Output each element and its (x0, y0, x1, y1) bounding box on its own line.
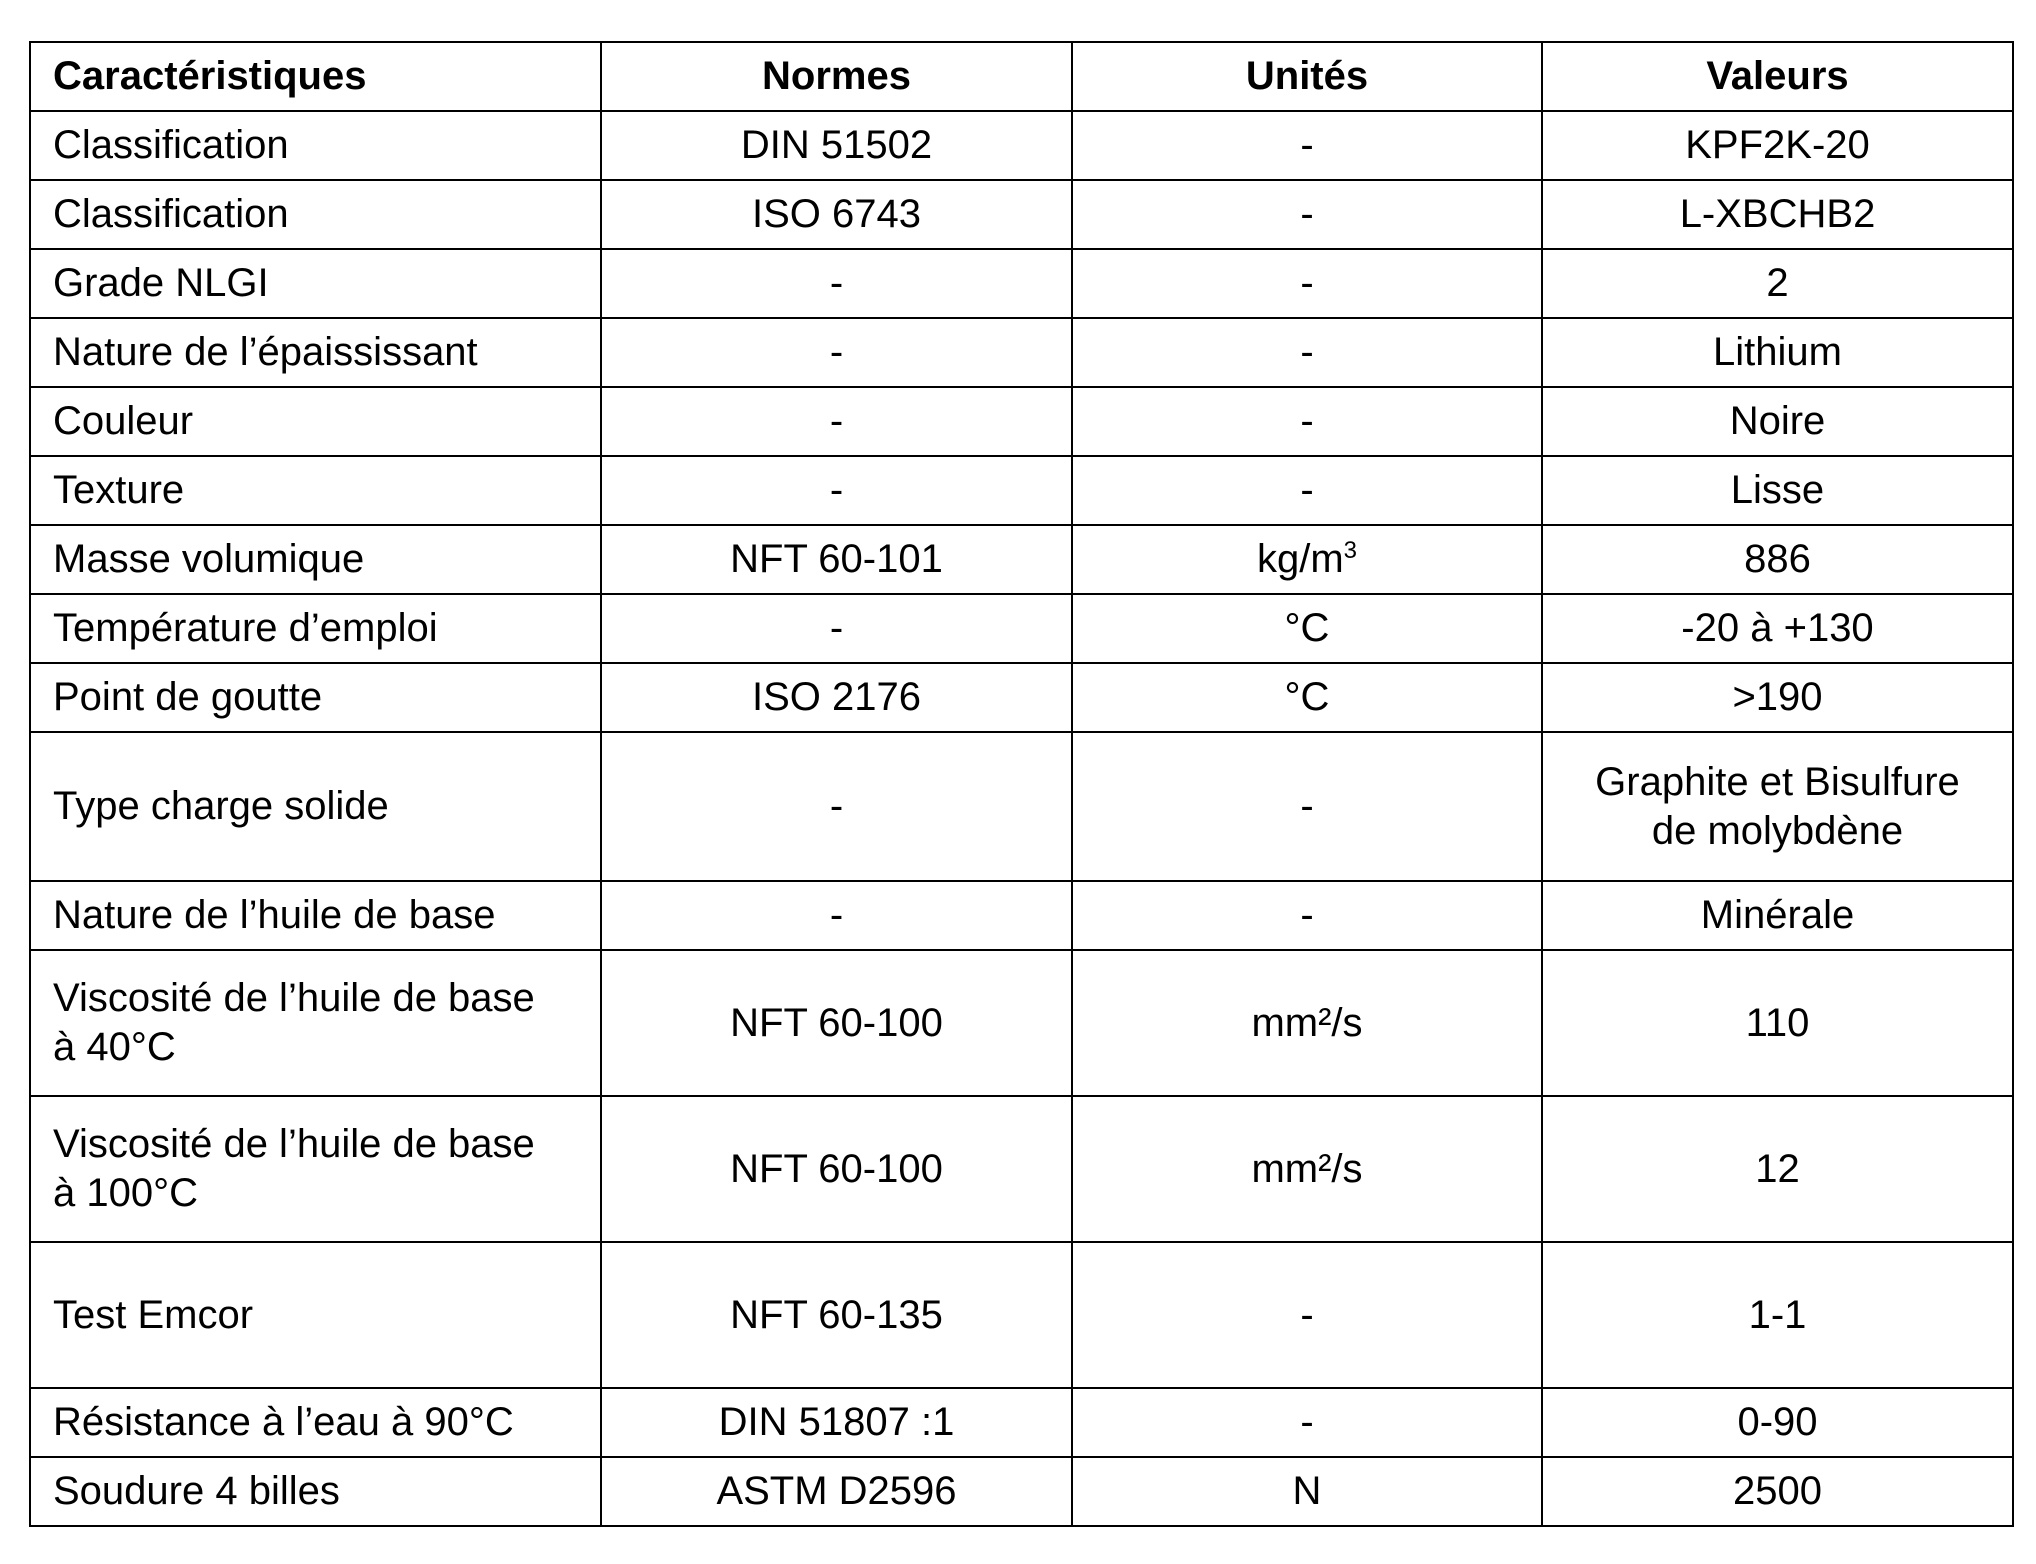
cell-unite: - (1072, 111, 1542, 180)
cell-norme: NFT 60-100 (601, 950, 1072, 1096)
cell-norme: NFT 60-101 (601, 525, 1072, 594)
cell-valeur: KPF2K-20 (1542, 111, 2013, 180)
cell-norme: - (601, 456, 1072, 525)
cell-unite: - (1072, 1242, 1542, 1388)
cell-unite: - (1072, 1388, 1542, 1457)
cell-valeur: -20 à +130 (1542, 594, 2013, 663)
cell-norme: NFT 60-100 (601, 1096, 1072, 1242)
table-row (30, 1242, 2013, 1388)
cell-valeur: 110 (1542, 950, 2013, 1096)
label-line-1: Viscosité de l’huile de base (53, 1122, 535, 1166)
cell-norme: - (601, 594, 1072, 663)
cell-norme: - (601, 881, 1072, 950)
table-row (30, 881, 2013, 950)
cell-unite: N (1072, 1457, 1542, 1526)
value-line-1: Graphite et Bisulfure (1595, 759, 1960, 804)
cell-valeur: 12 (1542, 1096, 2013, 1242)
specifications-table (29, 41, 2014, 1527)
cell-caracteristique (30, 1096, 601, 1242)
label-line-2: à 100°C (53, 1171, 198, 1215)
cell-unite: - (1072, 732, 1542, 881)
cell-norme: ASTM D2596 (601, 1457, 1072, 1526)
cell-valeur: Minérale (1542, 881, 2013, 950)
table-row (30, 950, 2013, 1096)
value-line-2: de molybdène (1651, 808, 1904, 853)
cell-unite: mm²/s (1072, 1096, 1542, 1242)
cell-norme: DIN 51502 (601, 111, 1072, 180)
table-row (30, 456, 2013, 525)
cell-caracteristique: Couleur (30, 387, 601, 456)
table-row (30, 663, 2013, 732)
cell-norme: - (601, 732, 1072, 881)
cell-caracteristique: Soudure 4 billes (30, 1457, 601, 1526)
table-row (30, 318, 2013, 387)
cell-caracteristique: Type charge solide (30, 732, 601, 881)
cell-unite: - (1072, 249, 1542, 318)
table-row (30, 387, 2013, 456)
cell-norme: - (601, 249, 1072, 318)
table-row (30, 111, 2013, 180)
cell-caracteristique: Nature de l’huile de base (30, 881, 601, 950)
cell-norme: ISO 6743 (601, 180, 1072, 249)
cell-norme: DIN 51807 :1 (601, 1388, 1072, 1457)
cell-valeur: L-XBCHB2 (1542, 180, 2013, 249)
cell-caracteristique: Texture (30, 456, 601, 525)
table-row (30, 180, 2013, 249)
table-row (30, 249, 2013, 318)
cell-valeur: 1-1 (1542, 1242, 2013, 1388)
table-row (30, 1096, 2013, 1242)
table-row (30, 1457, 2013, 1526)
cell-valeur: 2500 (1542, 1457, 2013, 1526)
label-line-1: Viscosité de l’huile de base (53, 976, 535, 1020)
cell-norme: - (601, 318, 1072, 387)
label-line-2: à 40°C (53, 1025, 176, 1069)
cell-caracteristique: Classification (30, 111, 601, 180)
cell-unite: mm²/s (1072, 950, 1542, 1096)
cell-unite: - (1072, 387, 1542, 456)
header-unites: Unités (1072, 42, 1542, 111)
table-row (30, 594, 2013, 663)
unit-base: kg/m (1256, 537, 1344, 581)
cell-valeur: 0-90 (1542, 1388, 2013, 1457)
cell-caracteristique: Masse volumique (30, 525, 601, 594)
table-row (30, 732, 2013, 881)
cell-unite: - (1072, 180, 1542, 249)
cell-norme: NFT 60-135 (601, 1242, 1072, 1388)
header-row (30, 42, 2013, 111)
cell-caracteristique: Température d’emploi (30, 594, 601, 663)
cell-unite: °C (1072, 594, 1542, 663)
cell-valeur: >190 (1542, 663, 2013, 732)
cell-valeur (1542, 732, 2013, 881)
cell-valeur: Noire (1542, 387, 2013, 456)
cell-caracteristique: Grade NLGI (30, 249, 601, 318)
cell-caracteristique: Test Emcor (30, 1242, 601, 1388)
cell-unite: °C (1072, 663, 1542, 732)
cell-unite: - (1072, 318, 1542, 387)
cell-caracteristique: Point de goutte (30, 663, 601, 732)
cell-unite: - (1072, 881, 1542, 950)
cell-caracteristique (30, 950, 601, 1096)
cell-caracteristique: Classification (30, 180, 601, 249)
table-row (30, 1388, 2013, 1457)
cell-valeur: Lisse (1542, 456, 2013, 525)
cell-unite (1072, 525, 1542, 594)
header-valeurs: Valeurs (1542, 42, 2013, 111)
table-row (30, 525, 2013, 594)
cell-valeur: 2 (1542, 249, 2013, 318)
cell-norme: - (601, 387, 1072, 456)
cell-unite: - (1072, 456, 1542, 525)
header-caracteristiques: Caractéristiques (30, 42, 601, 111)
unit-exponent: 3 (1343, 537, 1358, 564)
cell-valeur: Lithium (1542, 318, 2013, 387)
cell-norme: ISO 2176 (601, 663, 1072, 732)
cell-caracteristique: Résistance à l’eau à 90°C (30, 1388, 601, 1457)
header-normes: Normes (601, 42, 1072, 111)
cell-caracteristique: Nature de l’épaississant (30, 318, 601, 387)
cell-valeur: 886 (1542, 525, 2013, 594)
